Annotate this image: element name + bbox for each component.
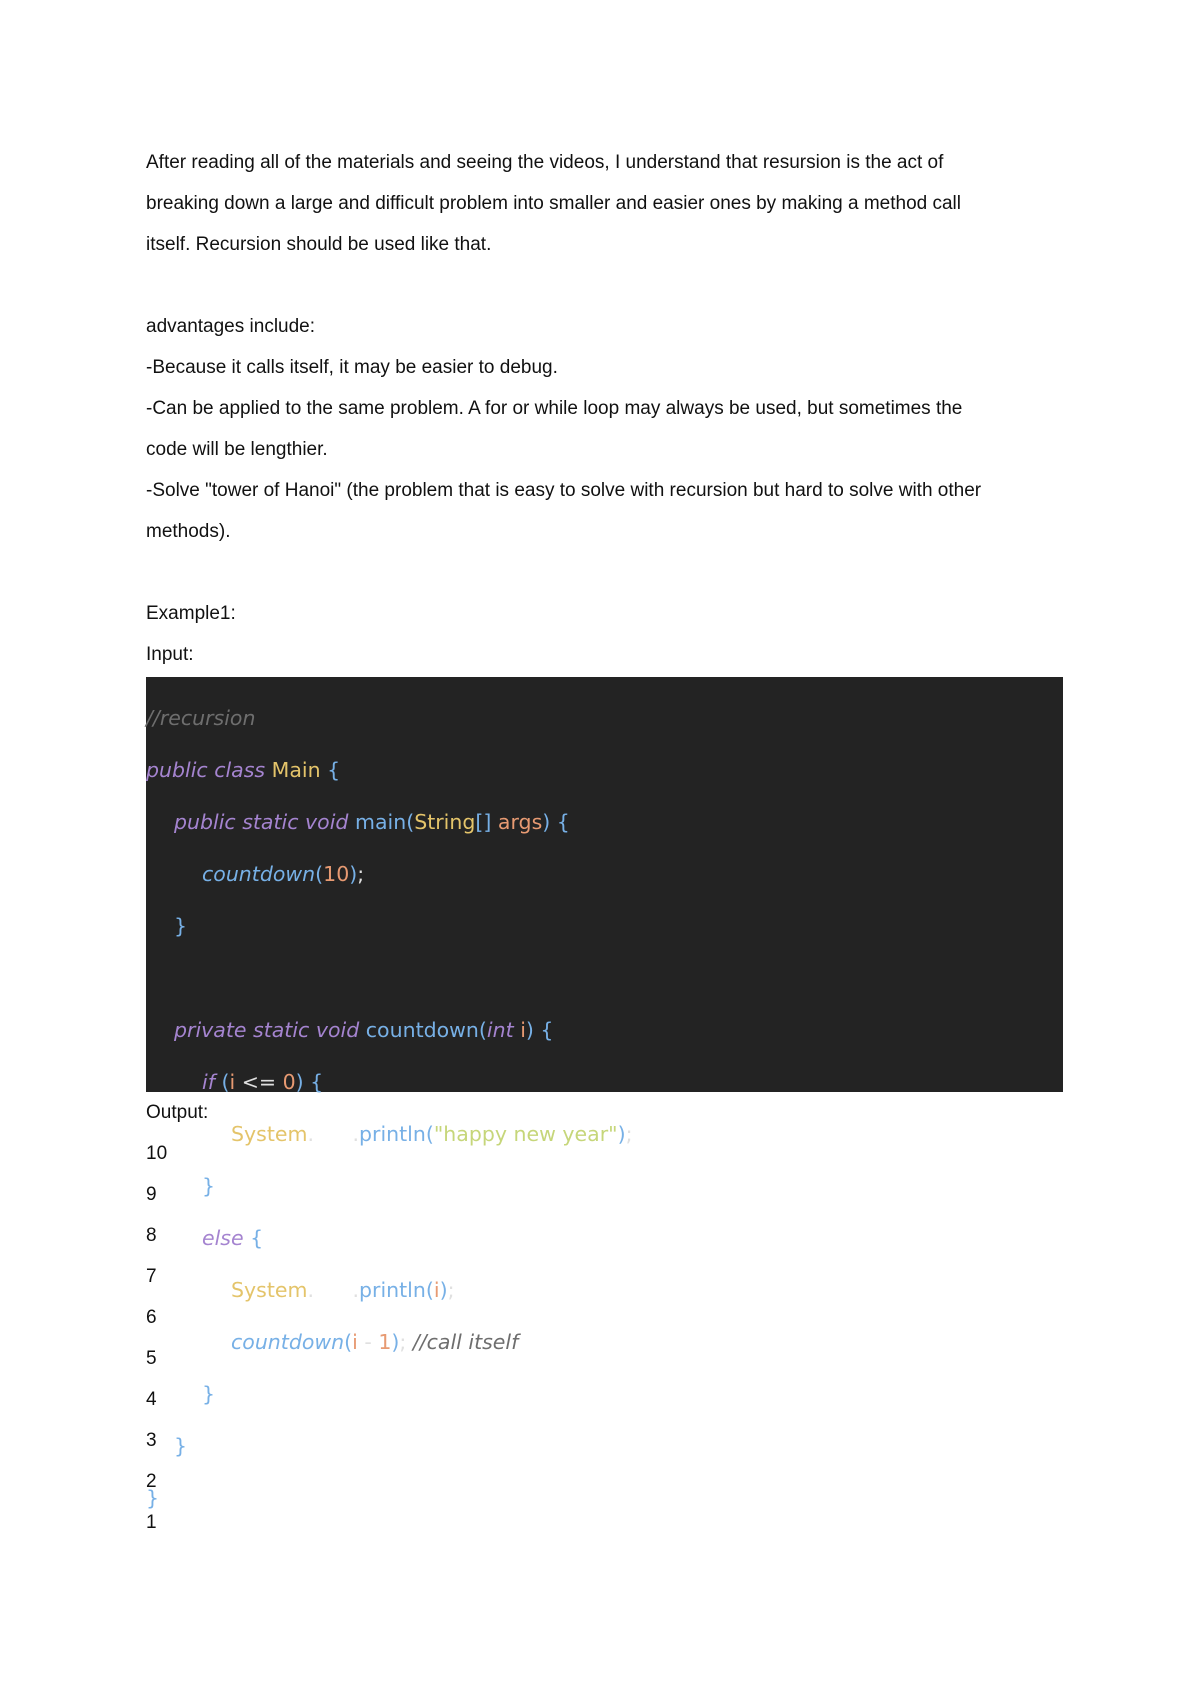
output-line: 8: [146, 1225, 157, 1246]
intro-line-2: breaking down a large and difficult problem into smaller and easier ones by making a method call: [146, 193, 961, 214]
code-line-9: System.out.println("happy new year");: [231, 1122, 633, 1146]
code-line-5: }: [174, 914, 188, 938]
output-line: 2: [146, 1471, 157, 1492]
document-body: [146, 142, 1066, 675]
code-line-6: [146, 965, 1063, 991]
code-line-10: }: [202, 1174, 216, 1198]
code-line-8: if (i <= 0) {: [202, 1070, 324, 1094]
code-param: i: [352, 1330, 358, 1354]
code-keyword: private: [174, 1018, 247, 1042]
code-param: args: [497, 810, 543, 834]
code-keyword: public: [174, 810, 236, 834]
output-line: 10: [146, 1143, 168, 1164]
output-line: 1: [146, 1512, 157, 1533]
example-title: Example1:: [146, 603, 236, 624]
code-keyword: void: [315, 1018, 360, 1042]
code-number: 0: [282, 1070, 296, 1094]
code-comment: //recursion: [146, 706, 256, 730]
spacer: [146, 265, 1066, 306]
code-class-name: System: [231, 1122, 308, 1146]
advantages-heading: advantages include:: [146, 316, 316, 337]
output-line: 9: [146, 1184, 157, 1205]
output-line: 3: [146, 1430, 157, 1451]
code-param: i: [520, 1018, 526, 1042]
code-number: 1: [378, 1330, 392, 1354]
code-function: countdown: [202, 862, 316, 886]
output-line: 5: [146, 1348, 157, 1369]
code-param: i: [433, 1278, 440, 1302]
code-keyword: class: [214, 758, 266, 782]
advantage-item-1: -Because it calls itself, it may be easier to debug.: [146, 357, 558, 378]
code-line-13: countdown(i - 1); //call itself: [231, 1330, 519, 1354]
input-label: Input:: [146, 644, 194, 665]
output-line: 4: [146, 1389, 157, 1410]
code-class-name: System: [231, 1278, 308, 1302]
code-keyword: else: [202, 1226, 244, 1250]
code-line-14: }: [202, 1382, 216, 1406]
output-label: Output:: [146, 1102, 209, 1123]
code-type: String: [414, 810, 476, 834]
code-function: countdown: [231, 1330, 345, 1354]
code-function: main: [354, 810, 407, 834]
code-keyword: public: [146, 758, 208, 782]
intro-line-1: After reading all of the materials and seeing the videos, I understand that resursion is the act of: [146, 152, 944, 173]
code-keyword: int: [486, 1018, 514, 1042]
code-number: 10: [323, 862, 350, 886]
code-line-1: [146, 705, 1063, 731]
code-field: out: [313, 1278, 353, 1302]
code-line-3: public static void main(String[] args) {: [174, 810, 570, 834]
spacer: [146, 552, 1066, 593]
code-string: "happy new year": [433, 1122, 618, 1146]
output-line: 6: [146, 1307, 157, 1328]
code-function: println: [359, 1278, 426, 1302]
code-line-12: System.out.println(i);: [231, 1278, 455, 1302]
code-function: countdown: [365, 1018, 479, 1042]
output-line: 7: [146, 1266, 157, 1287]
code-field: out: [313, 1122, 353, 1146]
advantage-item-2-line-2: code will be lengthier.: [146, 439, 328, 460]
output-section: [146, 1092, 746, 1543]
code-line-15: }: [174, 1434, 188, 1458]
code-keyword: if: [202, 1070, 215, 1094]
advantage-item-3-line-1: -Solve "tower of Hanoi" (the problem that is easy to solve with recursion but hard to solve with other: [146, 480, 982, 501]
advantage-item-2-line-1: -Can be applied to the same problem. A for or while loop may always be used, but sometimes the: [146, 398, 963, 419]
code-function: println: [359, 1122, 426, 1146]
code-line-16: }: [146, 1486, 160, 1510]
advantage-item-3-line-2: methods).: [146, 521, 231, 542]
code-param: i: [229, 1070, 236, 1094]
intro-line-3: itself. Recursion should be used like that.: [146, 234, 492, 255]
code-line-4: countdown(10);: [202, 862, 365, 886]
code-keyword: static: [253, 1018, 310, 1042]
code-keyword: void: [305, 810, 349, 834]
code-class-name: Main: [271, 758, 321, 782]
code-line-7: private static void countdown(int i) {: [174, 1018, 554, 1042]
code-keyword: static: [242, 810, 299, 834]
code-line-11: else {: [202, 1226, 264, 1250]
code-line-2: public class Main {: [146, 758, 341, 782]
code-comment: //call itself: [412, 1330, 519, 1354]
